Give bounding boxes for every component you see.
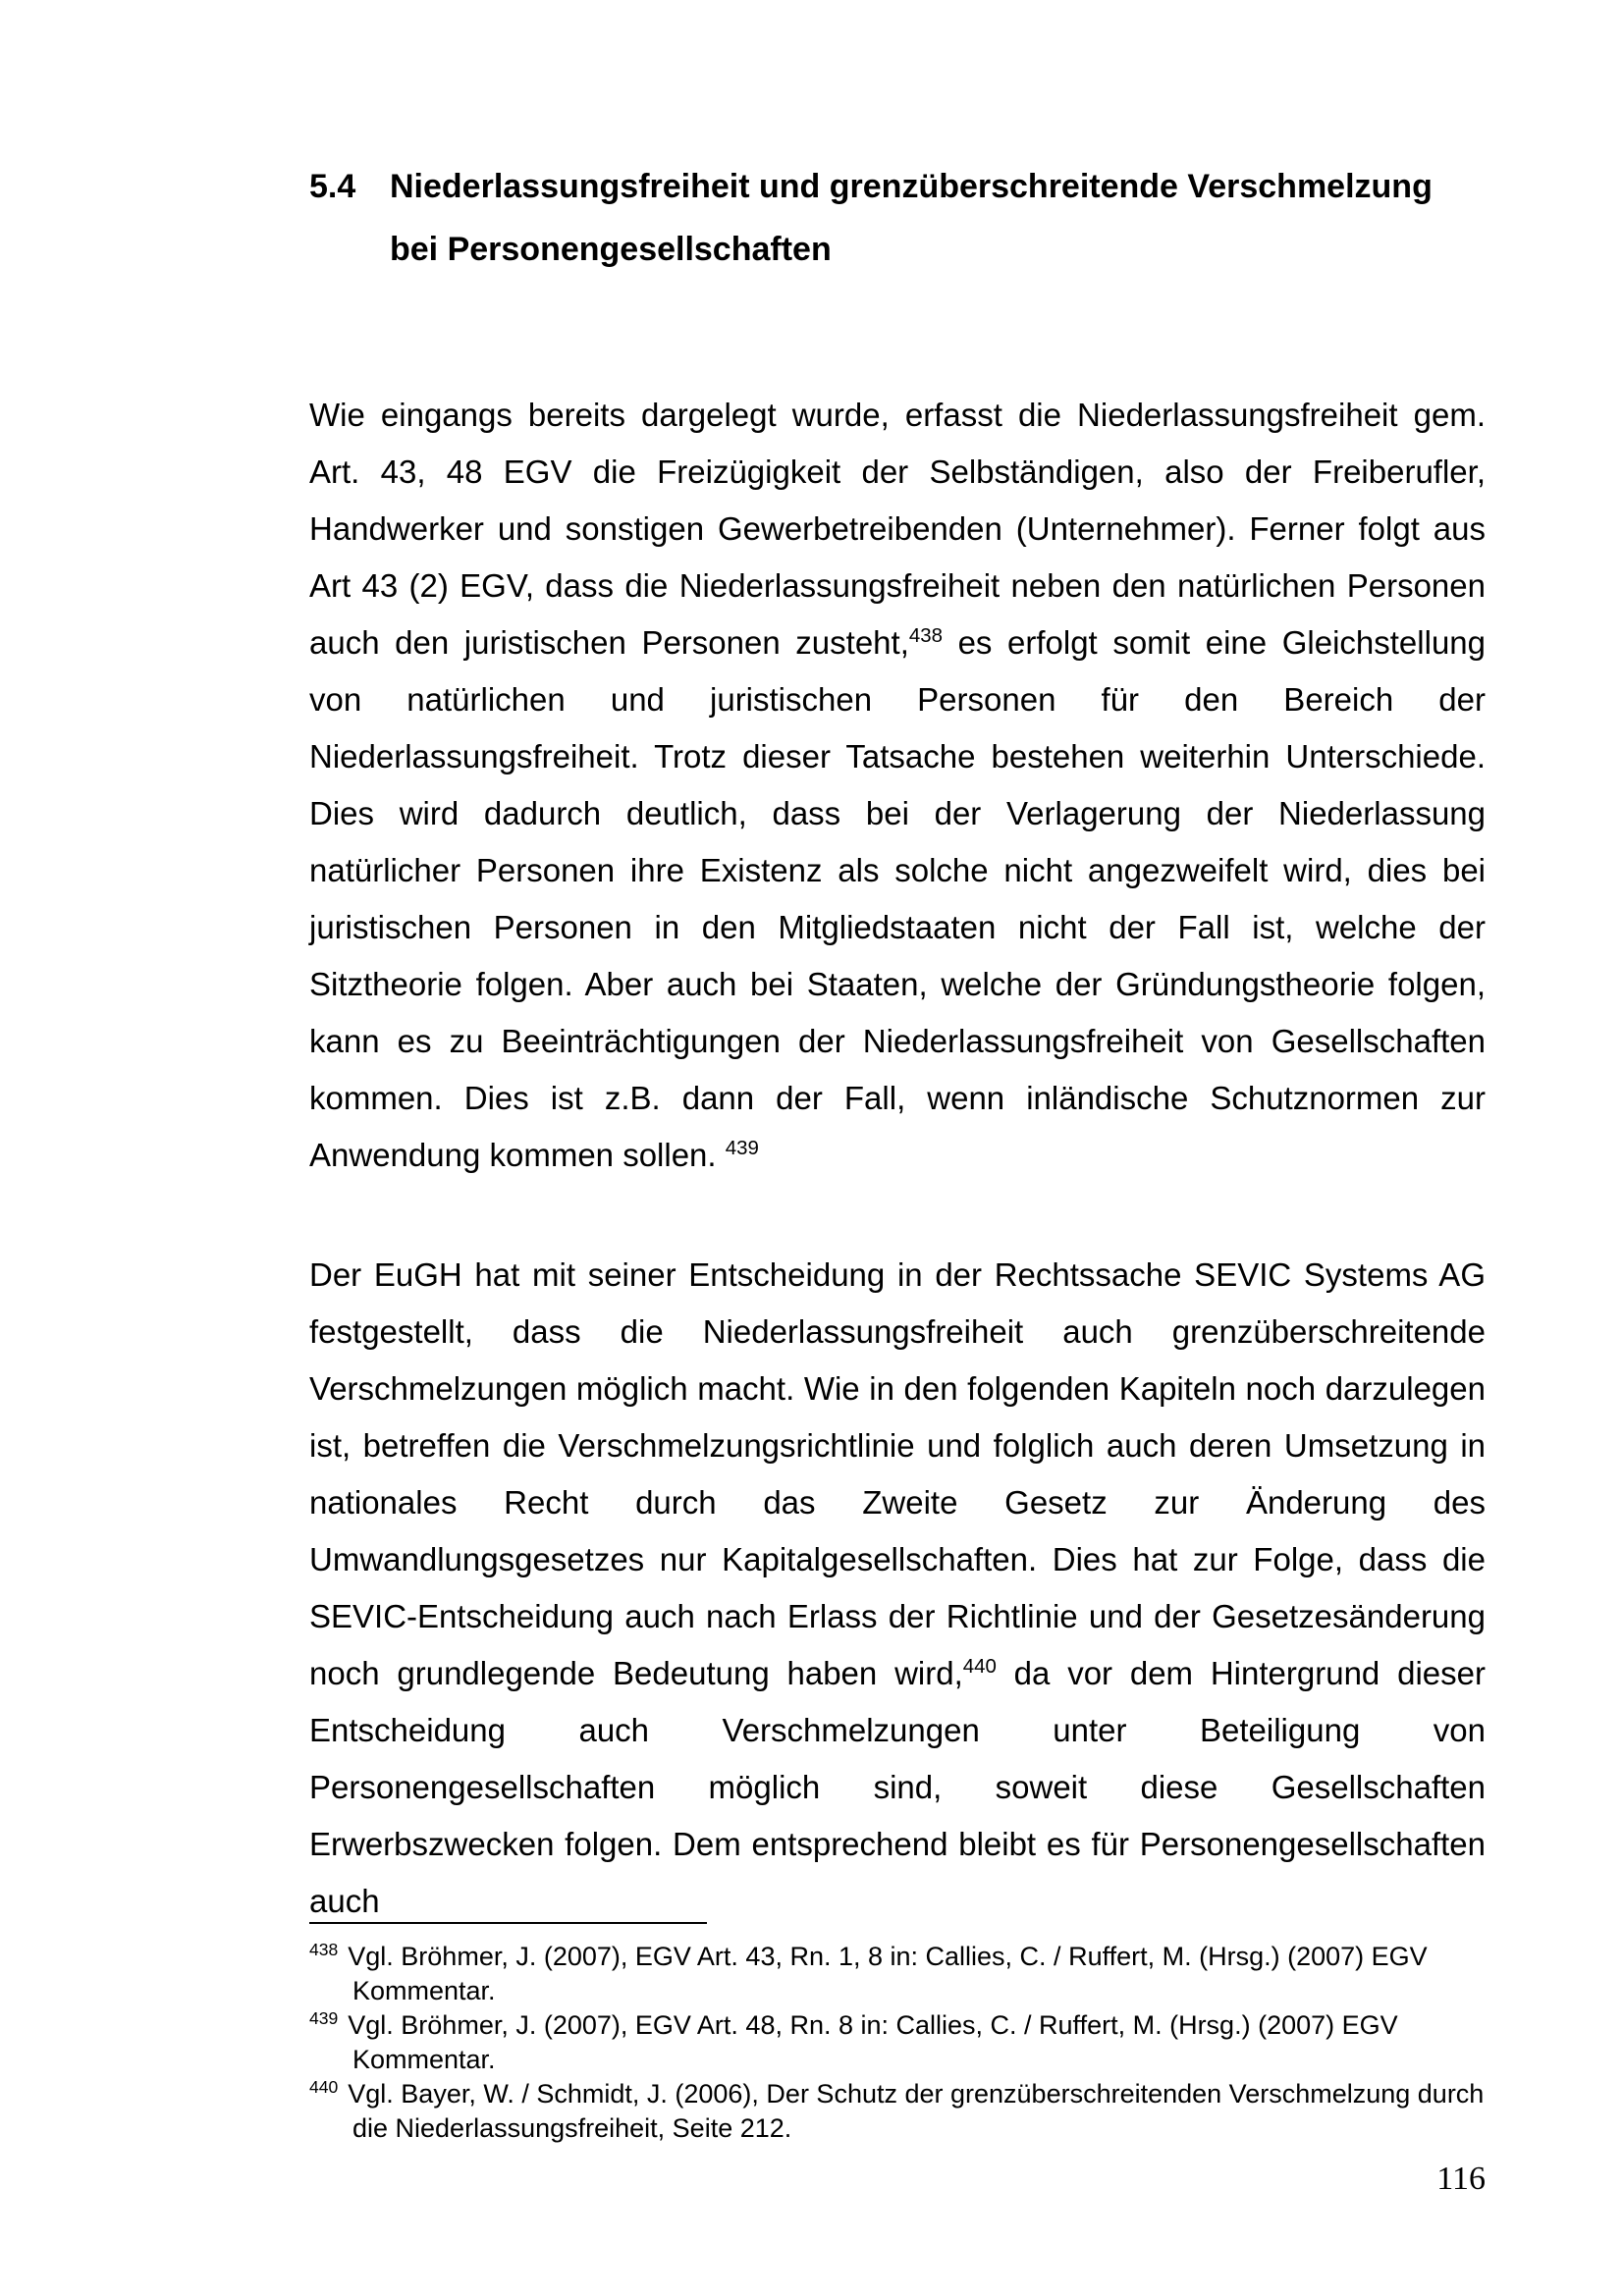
section-heading <box>309 155 1486 281</box>
footnote <box>309 2077 1486 2146</box>
footnote-reference: 440 <box>962 1655 997 1678</box>
footnote-separator-rule <box>309 1922 707 1924</box>
paragraph-text: Wie eingangs bereits dargelegt wurde, erfasst die Niederlassungsfreiheit gem. Art. 43, 48 EGV die Freizügigkeit der Selbständigen, also der Freiberufler, Handwerker und sonstigen Gewerbetreibenden (Unternehmer). Ferner folgt aus Art 43 (2) EGV, dass die Niederlassungsfreiheit neben den natürlichen Personen auch den juristischen Personen zusteht, <box>309 397 1486 661</box>
footnote-text: Vgl. Bayer, W. / Schmidt, J. (2006), Der Schutz der grenzüberschreitenden Verschmelzung durch die Niederlassungsfreiheit, Seite 212. <box>348 2079 1485 2143</box>
paragraph-text: es erfolgt somit eine Gleichstellung von natürlichen und juristischen Personen für den Bereich der Niederlassungsfreiheit. Trotz dieser Tatsache bestehen weiterhin Unterschiede. Dies wird dadurch deutlich, dass bei der Verlagerung der Niederlassung natürlicher Personen ihre Existenz als solche nicht angezweifelt wird, dies bei juristischen Personen in den Mitgliedstaaten nicht der Fall ist, welche der Sitztheorie folgen. Aber auch bei Staaten, welche der Gründungstheorie folgen, kann es zu Beeinträchtigungen der Niederlassungsfreiheit von Gesellschaften kommen. Dies ist z.B. dann der Fall, wenn inländische Schutznormen zur Anwendung kommen sollen. <box>309 624 1487 1173</box>
body-text <box>309 387 1486 1930</box>
section-number: 5.4 <box>309 168 356 205</box>
paragraph <box>309 387 1486 1184</box>
footnote-text: Vgl. Bröhmer, J. (2007), EGV Art. 48, Rn. 8 in: Callies, C. / Ruffert, M. (Hrsg.) (2007) EGV Kommentar. <box>348 2010 1398 2074</box>
section-title: Niederlassungsfreiheit und grenzüberschreitende Verschmelzung bei Personengesellschaften <box>390 168 1433 268</box>
footnote-number: 439 <box>309 2008 339 2028</box>
paragraph-text: Der EuGH hat mit seiner Entscheidung in der Rechtssache SEVIC Systems AG festgestellt, dass die Niederlassungsfreiheit auch grenzüberschreitende Verschmelzungen möglich macht. Wie in den folgenden Kapiteln noch darzulegen ist, betreffen die Verschmelzungsrichtlinie und folglich auch deren Umsetzung in nationales Recht durch das Zweite Gesetz zur Änderung des Umwandlungsgesetzes nur Kapitalgesellschaften. Dies hat zur Folge, dass die SEVIC-Entscheidung auch nach Erlass der Richtlinie und der Gesetzesänderung noch grundlegende Bedeutung haben wird, <box>309 1256 1486 1691</box>
paragraph-text: da vor dem Hintergrund dieser Entscheidung auch Verschmelzungen unter Beteiligung von Personengesellschaften möglich sind, soweit diese Gesellschaften Erwerbszwecken folgen. Dem entsprechend bleibt es für Personengesellschaften auch <box>309 1655 1486 1919</box>
footnote <box>309 1940 1486 2008</box>
page-number: 116 <box>1436 2161 1486 2197</box>
footnote-reference: 438 <box>908 624 943 647</box>
footnote <box>309 2008 1486 2077</box>
footnote-number: 440 <box>309 2077 339 2097</box>
footnote-text: Vgl. Bröhmer, J. (2007), EGV Art. 43, Rn. 1, 8 in: Callies, C. / Ruffert, M. (Hrsg.) (2007) EGV Kommentar. <box>348 1942 1428 2005</box>
footnote-reference: 439 <box>725 1137 759 1159</box>
footnote-area <box>309 1922 1486 2146</box>
footnote-number: 438 <box>309 1940 339 1959</box>
footnote-list <box>309 1940 1486 2146</box>
page-content <box>309 155 1486 1930</box>
paragraph <box>309 1247 1486 1930</box>
